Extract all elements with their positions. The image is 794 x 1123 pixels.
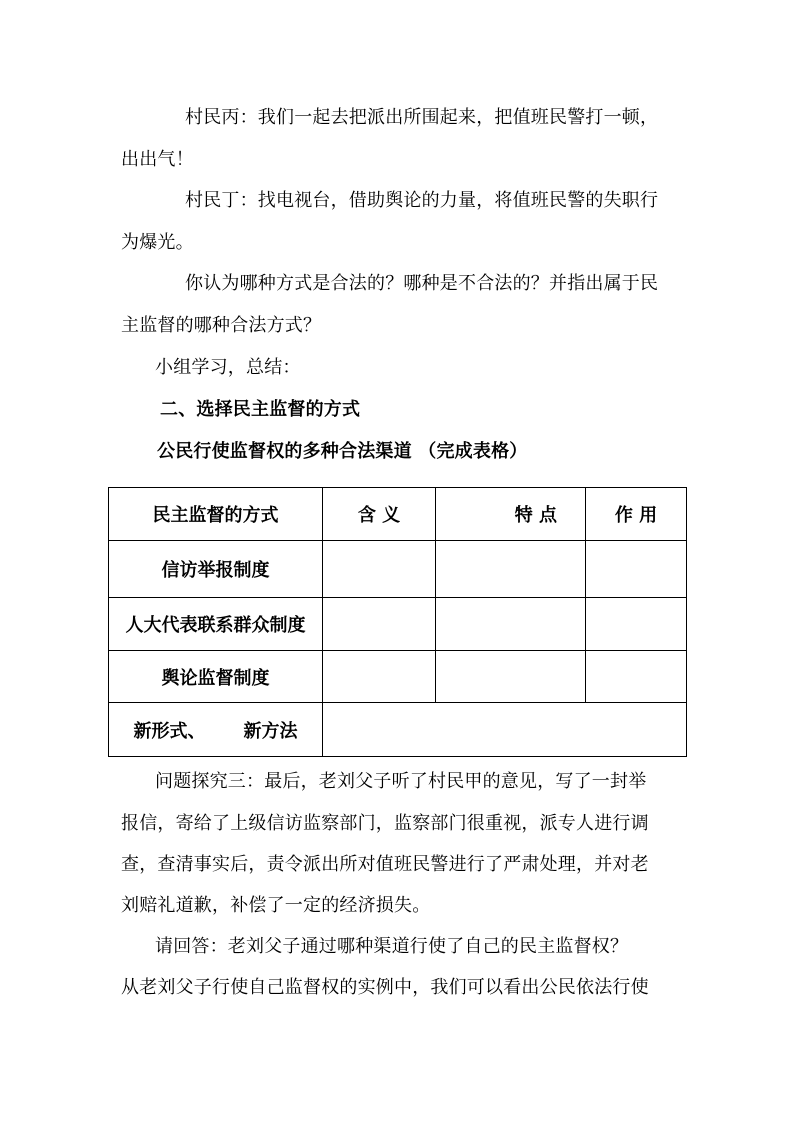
row-method: 舆论监督制度 [109,651,323,703]
table-caption: 公民行使监督权的多种合法渠道 （完成表格） [157,441,528,462]
table-row [109,651,687,703]
row-meaning-cell[interactable] [323,541,436,598]
group-study-label: 小组学习，总结： [155,357,301,378]
para3-line2: 主监督的哪种合法方式？ [121,315,322,336]
supervision-methods-table [108,487,687,757]
para3-line1: 你认为哪种方式是合法的？哪种是不合法的？并指出属于民 [185,273,659,294]
section-heading: 二、选择民主监督的方式 [160,399,361,420]
question3-line3: 查，查清事实后，责令派出所对值班民警进行了严肃处理，并对老 [121,854,649,875]
row-meaning-cell[interactable] [323,598,436,651]
row-meaning-cell[interactable] [323,651,436,703]
row-features-cell[interactable] [436,651,586,703]
table-header-row [109,488,687,541]
table-row [109,703,687,757]
header-function: 作 用 [586,488,687,541]
header-meaning: 含 义 [323,488,436,541]
row-features-cell[interactable] [436,598,586,651]
row-function-cell[interactable] [586,598,687,651]
para1-line2: 出出气！ [121,149,194,170]
row-function-cell[interactable] [586,541,687,598]
row-method: 人大代表联系群众制度 [109,598,323,651]
para2-line1: 村民丁：找电视台，借助舆论的力量，将值班民警的失职行 [185,190,659,211]
answer-prompt-line1: 请回答：老刘父子通过哪种渠道行使了自己的民主监督权？ [155,936,629,957]
header-method: 民主监督的方式 [109,488,323,541]
question3-line4: 刘赔礼道歉，补偿了一定的经济损失。 [121,895,431,916]
row-method: 信访举报制度 [109,541,323,598]
row-function-cell[interactable] [586,651,687,703]
new-methods-label: 新方法 [243,720,298,742]
row-method-new [109,703,323,757]
answer-prompt-line2: 从老刘父子行使自己监督权的实例中，我们可以看出公民依法行使 [121,977,649,998]
header-features: 特 点 [436,488,586,541]
para1-line1: 村民丙：我们一起去把派出所围起来，把值班民警打一顿， [185,107,659,128]
new-forms-label: 新形式、 [133,720,206,742]
table-row [109,541,687,598]
row-merged-cell[interactable] [323,703,687,757]
table-row [109,598,687,651]
para2-line2: 为爆光。 [121,232,194,253]
question3-line2: 报信，寄给了上级信访监察部门，监察部门很重视，派专人进行调 [121,813,649,834]
row-features-cell[interactable] [436,541,586,598]
question3-line1: 问题探究三：最后，老刘父子听了村民甲的意见，写了一封举 [155,771,647,792]
